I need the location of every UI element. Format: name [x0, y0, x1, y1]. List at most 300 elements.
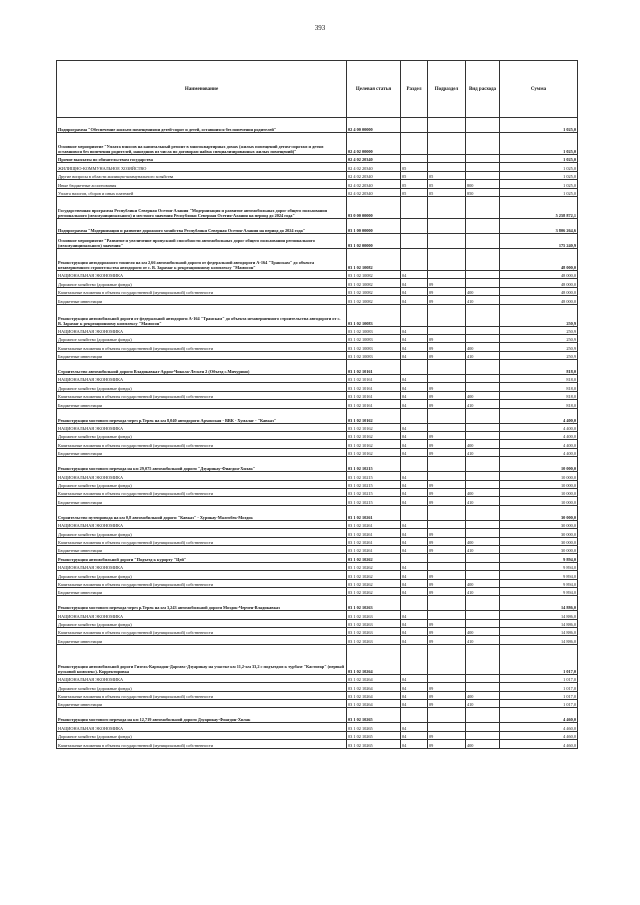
row-section: 04 [401, 383, 428, 391]
row-name: Реконструкция мостового перехода через р.Терек на км 3,243 автомобильной дороги Моздок-Черчен-Владикавказ [57, 596, 347, 611]
row-subsection [428, 562, 466, 570]
row-subsection [428, 408, 466, 423]
header-target: Целевая статья [347, 61, 401, 118]
row-name: Капитальные вложения в объекты государственной (муниципальной) собственности [57, 440, 347, 448]
header-name: Наименование [57, 61, 347, 118]
row-name: Бюджетные инвестиции [57, 587, 347, 595]
row-exp-type: 410 [466, 351, 500, 359]
row-subsection: 09 [428, 537, 466, 545]
table-row [57, 118, 578, 133]
row-target: 03 1 02 10261 [347, 520, 401, 528]
row-section: 04 [401, 611, 428, 619]
row-target: 03 1 02 10262 [347, 571, 401, 579]
row-exp-type [466, 155, 500, 163]
row-exp-type: 410 [466, 636, 500, 644]
row-sum: 14 886,0 [500, 619, 578, 627]
row-sum: 10 000,0 [500, 497, 578, 505]
row-target: 03 1 02 10162 [347, 408, 401, 423]
row-section: 04 [401, 440, 428, 448]
row-exp-type [466, 571, 500, 579]
row-name: Основное мероприятие "Развитие и увеличение пропускной способности автомобильных дорог общего пользования регионального (межмуниципального) значения" [57, 233, 347, 248]
row-sum: 10 000,0 [500, 457, 578, 472]
table-row [57, 448, 578, 456]
row-section: 04 [401, 480, 428, 488]
row-sum: 4 400,0 [500, 440, 578, 448]
row-subsection: 09 [428, 619, 466, 627]
row-name: Капитальные вложения в объекты государственной (муниципальной) собственности [57, 628, 347, 636]
row-sum: 14 886,0 [500, 628, 578, 636]
row-target: 03 1 02 10082 [347, 279, 401, 287]
row-sum: 9 894,0 [500, 587, 578, 595]
header-sum: Сумма [500, 61, 578, 118]
row-exp-type [466, 334, 500, 342]
row-section: 04 [401, 571, 428, 579]
row-exp-type: 400 [466, 488, 500, 496]
table-row [57, 579, 578, 587]
table-row [57, 545, 578, 553]
row-exp-type [466, 270, 500, 278]
row-subsection [428, 163, 466, 171]
row-sum: 14 886,0 [500, 611, 578, 619]
row-section [401, 233, 428, 248]
row-name: Государственная программа Республики Северная Осетия-Алания "Модернизация и развитие автомобильных дорог общего пользования регионального (межмуниципального) и местного значения Республики Северная Осетия-Алания на период до 2024 года" [57, 196, 347, 218]
row-section: 04 [401, 351, 428, 359]
table-row [57, 596, 578, 611]
row-target: 03 1 02 10082 [347, 296, 401, 304]
row-subsection [428, 304, 466, 326]
row-name: НАЦИОНАЛЬНАЯ ЭКОНОМИКА [57, 562, 347, 570]
header-section: Раздел [401, 61, 428, 118]
row-target: 03 1 02 10082 [347, 287, 401, 295]
row-sum: 1 017,0 [500, 700, 578, 708]
row-subsection: 09 [428, 529, 466, 537]
row-sum: 4 460,0 [500, 740, 578, 748]
row-exp-type [466, 708, 500, 723]
row-target: 03 1 02 10083 [347, 351, 401, 359]
row-exp-type [466, 674, 500, 682]
row-target: 03 1 02 10261 [347, 529, 401, 537]
row-subsection [428, 196, 466, 218]
row-target: 03 0 00 00000 [347, 196, 401, 218]
row-subsection: 09 [428, 296, 466, 304]
row-name: Дорожное хозяйство (дорожные фонды) [57, 383, 347, 391]
row-subsection: 09 [428, 400, 466, 408]
row-subsection: 09 [428, 587, 466, 595]
row-section [401, 644, 428, 674]
row-name: Реконструкция автомобильной дороги "Подъезд к курорту "Цей" [57, 554, 347, 562]
row-target: 03 1 02 10162 [347, 432, 401, 440]
row-sum: 30 000,0 [500, 529, 578, 537]
row-exp-type [466, 383, 500, 391]
row-name: Дорожное хозяйство (дорожные фонды) [57, 731, 347, 739]
row-subsection [428, 270, 466, 278]
table-row [57, 472, 578, 480]
row-section: 04 [401, 270, 428, 278]
table-row [57, 488, 578, 496]
row-section: 04 [401, 343, 428, 351]
row-target: 03 1 02 10083 [347, 304, 401, 326]
row-name: Уплата налогов, сборов и иных платежей [57, 188, 347, 196]
row-subsection: 09 [428, 691, 466, 699]
row-target: 03 1 02 10161 [347, 383, 401, 391]
row-exp-type: 410 [466, 700, 500, 708]
row-name: Капитальные вложения в объекты государственной (муниципальной) собственности [57, 391, 347, 399]
row-name: Реконструкция мостового перехода на км 29,075 автомобильной дороги "Дзуарикау-Фиагдон-Хилак" [57, 457, 347, 472]
row-section [401, 596, 428, 611]
table-row [57, 218, 578, 233]
row-name: Подпрограмма "Обеспечение жильем помещениями детей-сирот и детей, оставшихся без попечения родителей" [57, 118, 347, 133]
row-name: Дорожное хозяйство (дорожные фонды) [57, 334, 347, 342]
row-target: 03 1 02 10161 [347, 375, 401, 383]
row-subsection: 09 [428, 383, 466, 391]
row-exp-type [466, 218, 500, 233]
row-target: 03 1 02 10265 [347, 740, 401, 748]
row-subsection: 09 [428, 579, 466, 587]
row-target: 03 1 02 10263 [347, 636, 401, 644]
row-target: 03 1 02 10215 [347, 497, 401, 505]
row-section: 04 [401, 545, 428, 553]
row-section [401, 708, 428, 723]
row-exp-type [466, 326, 500, 334]
row-target: 03 1 02 10262 [347, 554, 401, 562]
table-row [57, 520, 578, 528]
row-section [401, 554, 428, 562]
row-sum: 30 000,0 [500, 520, 578, 528]
row-sum: 818,0 [500, 391, 578, 399]
row-sum: 818,0 [500, 375, 578, 383]
row-subsection [428, 674, 466, 682]
row-exp-type [466, 611, 500, 619]
row-name: Дорожное хозяйство (дорожные фонды) [57, 571, 347, 579]
table-row [57, 587, 578, 595]
table-row [57, 723, 578, 731]
table-row [57, 423, 578, 431]
row-name: Бюджетные инвестиции [57, 700, 347, 708]
row-target: 03 1 02 10162 [347, 448, 401, 456]
row-exp-type [466, 423, 500, 431]
row-sum: 10 000,0 [500, 472, 578, 480]
row-name: Капитальные вложения в объекты государственной (муниципальной) собственности [57, 691, 347, 699]
row-name: Прочие выплаты по обязательствам государства [57, 155, 347, 163]
row-name: Дорожное хозяйство (дорожные фонды) [57, 432, 347, 440]
table-row [57, 554, 578, 562]
row-subsection: 09 [428, 440, 466, 448]
table-row [57, 529, 578, 537]
row-target: 02 4 02 20340 [347, 171, 401, 179]
table-row [57, 188, 578, 196]
budget-table [56, 60, 578, 749]
row-exp-type [466, 520, 500, 528]
row-section: 04 [401, 587, 428, 595]
row-sum: 14 886,0 [500, 636, 578, 644]
table-row [57, 644, 578, 674]
row-target: 03 1 02 10162 [347, 423, 401, 431]
row-exp-type [466, 619, 500, 627]
row-section [401, 155, 428, 163]
row-sum: 48 000,0 [500, 248, 578, 270]
row-section: 04 [401, 326, 428, 334]
row-subsection [428, 554, 466, 562]
row-exp-type: 400 [466, 391, 500, 399]
row-sum: 4 460,0 [500, 708, 578, 723]
row-exp-type [466, 529, 500, 537]
row-name: Капитальные вложения в объекты государственной (муниципальной) собственности [57, 287, 347, 295]
row-name: Капитальные вложения в объекты государственной (муниципальной) собственности [57, 343, 347, 351]
table-row [57, 700, 578, 708]
row-target: 03 1 02 10262 [347, 579, 401, 587]
row-subsection [428, 218, 466, 233]
row-section: 04 [401, 375, 428, 383]
row-sum: 818,0 [500, 360, 578, 375]
row-section: 05 [401, 180, 428, 188]
row-name: НАЦИОНАЛЬНАЯ ЭКОНОМИКА [57, 375, 347, 383]
row-subsection [428, 155, 466, 163]
row-target: 03 1 02 10261 [347, 505, 401, 520]
row-section: 04 [401, 683, 428, 691]
row-target: 02 4 02 20340 [347, 155, 401, 163]
row-name: Бюджетные инвестиции [57, 448, 347, 456]
row-subsection [428, 133, 466, 155]
row-section: 04 [401, 472, 428, 480]
row-target: 03 1 02 10215 [347, 457, 401, 472]
row-exp-type [466, 279, 500, 287]
table-row [57, 343, 578, 351]
row-name: НАЦИОНАЛЬНАЯ ЭКОНОМИКА [57, 472, 347, 480]
table-row [57, 163, 578, 171]
row-target: 03 1 02 10082 [347, 270, 401, 278]
row-sum: 1 025,0 [500, 155, 578, 163]
row-name: Бюджетные инвестиции [57, 497, 347, 505]
row-target: 02 4 02 20340 [347, 188, 401, 196]
row-sum: 30 000,0 [500, 505, 578, 520]
row-name: Другие вопросы в области жилищно-коммунального хозяйства [57, 171, 347, 179]
row-name: НАЦИОНАЛЬНАЯ ЭКОНОМИКА [57, 723, 347, 731]
row-section [401, 360, 428, 375]
row-sum: 10 000,0 [500, 480, 578, 488]
row-section: 04 [401, 423, 428, 431]
row-target: 03 1 02 10261 [347, 537, 401, 545]
row-exp-type: 400 [466, 628, 500, 636]
table-row [57, 360, 578, 375]
row-name: Реконструкция автомобильной дороги Гизель-Кармадон-Даргавс-Дзуарикау на участке км 11,2-км 33,2 с подъездом к турбазе "Кастиеар" (первый пусковой комплекс). Корректировка [57, 644, 347, 674]
table-row [57, 155, 578, 163]
row-section: 04 [401, 723, 428, 731]
row-name: Строительство автомобильной дороги Владикавказ-Ардон-Чикола-Лескен 2 (Объезд с.Мичурино) [57, 360, 347, 375]
row-exp-type [466, 171, 500, 179]
row-sum: 1 025,0 [500, 188, 578, 196]
row-section [401, 505, 428, 520]
row-name: Бюджетные инвестиции [57, 636, 347, 644]
row-subsection [428, 611, 466, 619]
row-section: 04 [401, 279, 428, 287]
table-row [57, 171, 578, 179]
row-sum: 30 000,0 [500, 545, 578, 553]
table-row [57, 619, 578, 627]
table-row [57, 562, 578, 570]
table-row [57, 287, 578, 295]
table-row [57, 279, 578, 287]
row-section [401, 408, 428, 423]
row-section [401, 118, 428, 133]
row-subsection: 05 [428, 180, 466, 188]
row-sum: 9 894,0 [500, 554, 578, 562]
row-section: 04 [401, 520, 428, 528]
row-section: 04 [401, 579, 428, 587]
row-target: 03 1 02 10264 [347, 644, 401, 674]
table-row [57, 537, 578, 545]
row-target: 03 1 02 10262 [347, 587, 401, 595]
row-target: 03 1 02 10083 [347, 326, 401, 334]
row-sum: 175 240,9 [500, 233, 578, 248]
row-target: 03 1 02 10263 [347, 611, 401, 619]
row-sum: 5 258 872,1 [500, 196, 578, 218]
row-sum: 1 017,0 [500, 683, 578, 691]
row-exp-type [466, 505, 500, 520]
row-name: Капитальные вложения в объекты государственной (муниципальной) собственности [57, 537, 347, 545]
row-subsection [428, 326, 466, 334]
row-subsection: 09 [428, 700, 466, 708]
row-target: 03 1 02 10162 [347, 440, 401, 448]
row-exp-type: 800 [466, 180, 500, 188]
row-sum: 9 894,0 [500, 562, 578, 570]
row-sum: 250,9 [500, 334, 578, 342]
row-name: Основное мероприятие "Уплата взносов на капитальный ремонт в многоквартирных домах (жилых помещений детям-сиротам и детям оставшимся без попечения родителей, нашедших из числа по договорам найма специализированных жилых помещений)" [57, 133, 347, 155]
row-sum: 1 025,0 [500, 180, 578, 188]
row-target: 03 1 02 00000 [347, 233, 401, 248]
row-section: 04 [401, 488, 428, 496]
row-name: Дорожное хозяйство (дорожные фонды) [57, 279, 347, 287]
row-subsection: 09 [428, 545, 466, 553]
row-exp-type [466, 304, 500, 326]
row-target: 02 4 02 20340 [347, 163, 401, 171]
row-exp-type: 410 [466, 400, 500, 408]
row-exp-type [466, 163, 500, 171]
header-subsection: Подраздел [428, 61, 466, 118]
row-target: 03 1 02 10264 [347, 674, 401, 682]
table-row [57, 497, 578, 505]
row-section: 04 [401, 628, 428, 636]
table-row [57, 628, 578, 636]
row-subsection [428, 360, 466, 375]
row-target: 03 1 02 10161 [347, 400, 401, 408]
row-section [401, 196, 428, 218]
row-exp-type [466, 248, 500, 270]
row-target: 03 1 02 10265 [347, 723, 401, 731]
row-sum: 48 000,0 [500, 279, 578, 287]
row-exp-type [466, 723, 500, 731]
row-section: 04 [401, 432, 428, 440]
row-sum: 1 017,0 [500, 691, 578, 699]
row-target: 03 1 02 10215 [347, 480, 401, 488]
row-exp-type: 400 [466, 740, 500, 748]
row-name: НАЦИОНАЛЬНАЯ ЭКОНОМИКА [57, 326, 347, 334]
row-target: 03 1 02 10215 [347, 472, 401, 480]
row-subsection: 05 [428, 171, 466, 179]
table-row [57, 196, 578, 218]
table-row [57, 391, 578, 399]
row-subsection: 05 [428, 188, 466, 196]
table-row [57, 248, 578, 270]
row-section: 04 [401, 740, 428, 748]
row-subsection: 09 [428, 740, 466, 748]
row-sum: 818,0 [500, 400, 578, 408]
table-row [57, 731, 578, 739]
row-target: 03 1 02 10263 [347, 596, 401, 611]
row-sum: 250,9 [500, 351, 578, 359]
row-sum: 250,9 [500, 304, 578, 326]
row-section: 05 [401, 163, 428, 171]
row-subsection: 09 [428, 628, 466, 636]
row-target: 03 1 02 10083 [347, 334, 401, 342]
table-row [57, 636, 578, 644]
row-subsection [428, 118, 466, 133]
table-row [57, 133, 578, 155]
row-name: Реконструкция мостового перехода через р.Терек на км 8,040 автодороги Архонская - ВВК - Хумалаг - "Кавказ" [57, 408, 347, 423]
row-section: 04 [401, 497, 428, 505]
row-target: 03 1 02 10263 [347, 619, 401, 627]
row-section: 04 [401, 296, 428, 304]
row-name: Иные бюджетные ассигнования [57, 180, 347, 188]
table-row [57, 408, 578, 423]
row-sum: 4 400,0 [500, 423, 578, 431]
row-exp-type [466, 432, 500, 440]
row-exp-type [466, 133, 500, 155]
row-name: Реконструкция автодорожного тоннеля на км 2,66 автомобильной дороги от федеральной автодороги А-164 "Транскам" до объекта незавершенного строительства автодороги от с. В. Зарамаг к рекреационному комплексу "Мамисон" [57, 248, 347, 270]
table-row [57, 334, 578, 342]
row-subsection: 09 [428, 343, 466, 351]
row-exp-type [466, 360, 500, 375]
row-subsection: 09 [428, 731, 466, 739]
row-section [401, 218, 428, 233]
row-subsection [428, 520, 466, 528]
row-sum: 1 017,0 [500, 644, 578, 674]
row-sum: 1 025,0 [500, 171, 578, 179]
row-exp-type: 410 [466, 497, 500, 505]
row-sum: 9 894,0 [500, 571, 578, 579]
row-subsection [428, 505, 466, 520]
row-subsection: 09 [428, 488, 466, 496]
table-row [57, 400, 578, 408]
row-exp-type [466, 554, 500, 562]
row-sum: 4 400,0 [500, 408, 578, 423]
row-target: 03 1 02 10161 [347, 360, 401, 375]
row-exp-type [466, 233, 500, 248]
header-exp-type: Вид расхода [466, 61, 500, 118]
row-exp-type [466, 472, 500, 480]
table-row [57, 351, 578, 359]
row-subsection: 09 [428, 448, 466, 456]
row-subsection: 09 [428, 480, 466, 488]
row-target: 03 1 02 10264 [347, 683, 401, 691]
row-sum: 1 025,0 [500, 163, 578, 171]
table-row [57, 683, 578, 691]
row-sum: 1 025,0 [500, 118, 578, 133]
row-name: Реконструкция автомобильной дороги от федеральной автодороги А-164 "Транскам" до объекта незавершенного строительства автодороги от с. В. Зарамаг к рекреационному комплексу "Мамисон" [57, 304, 347, 326]
row-sum: 1 017,0 [500, 674, 578, 682]
row-target: 03 1 00 00000 [347, 218, 401, 233]
row-name: Дорожное хозяйство (дорожные фонды) [57, 619, 347, 627]
row-subsection [428, 723, 466, 731]
table-row [57, 480, 578, 488]
row-target: 03 1 02 10265 [347, 731, 401, 739]
table-row [57, 708, 578, 723]
row-subsection [428, 457, 466, 472]
row-target: 02 4 00 00000 [347, 118, 401, 133]
row-exp-type: 410 [466, 296, 500, 304]
row-subsection: 09 [428, 351, 466, 359]
row-name: Капитальные вложения в объекты государственной (муниципальной) собственности [57, 740, 347, 748]
row-name: Подпрограмма "Модернизация и развитие дорожного хозяйства Республики Северная Осетия-Алания на период до 2024 года" [57, 218, 347, 233]
